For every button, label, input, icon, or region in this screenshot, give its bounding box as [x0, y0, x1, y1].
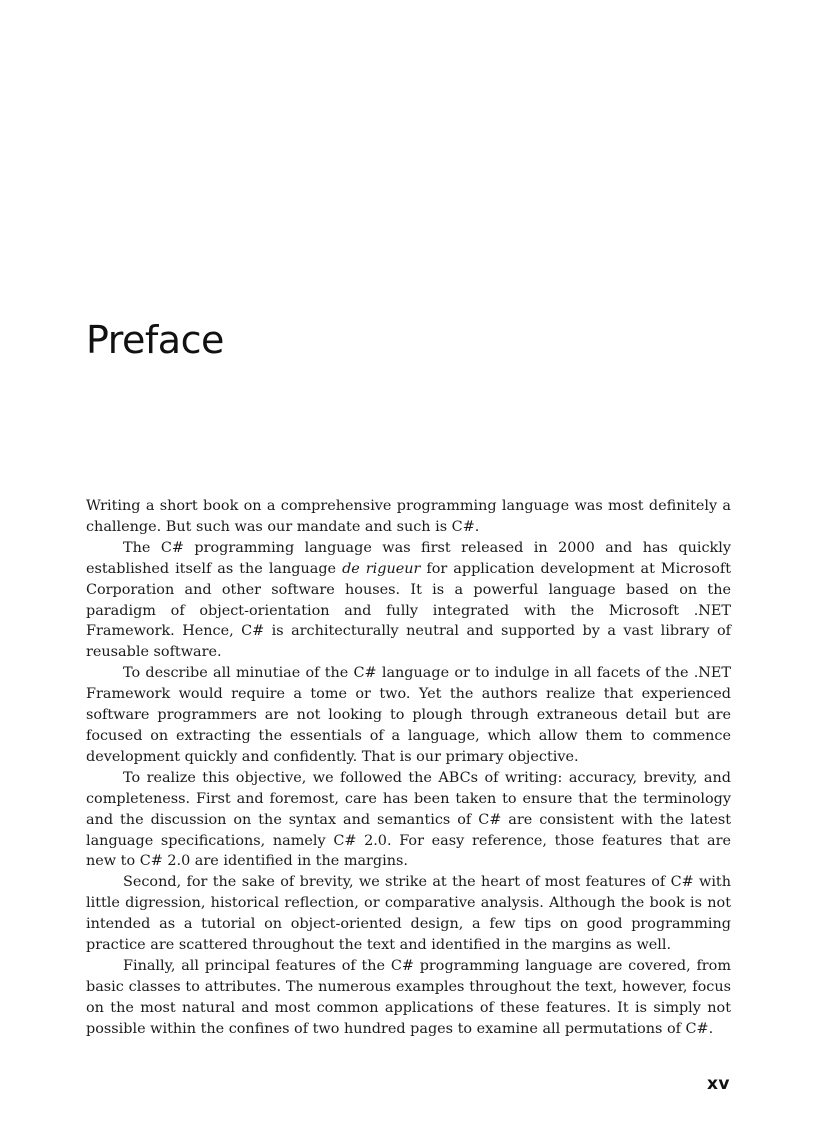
page-number: xv [706, 1074, 730, 1094]
preface-body [86, 496, 731, 1040]
paragraph-2-emphasis: de rigueur [342, 560, 421, 577]
paragraph-2-text-after: for application development at Microsoft Corporation and other software houses. It is a powerful language based on the paradigm of object-orientation and fully integrated with the Microsoft .NET Framework. Hence, C# is architecturally neutral and supported by a vast library of reusable software. [86, 560, 731, 661]
paragraph-5: Second, for the sake of brevity, we strike at the heart of most features of C# with little digression, historical reflection, or comparative analysis. Although the book is not intended as a tutorial on object-oriented design, a few tips on good programming practice are scattered throughout the text and identified in the margins as well. [86, 874, 731, 954]
paragraph-3: To describe all minutiae of the C# language or to indulge in all facets of the .NET Framework would require a tome or two. Yet the authors realize that experienced software programmers are not looking to plough through extraneous detail but are focused on extracting the essentials of a language, which allow them to commence development quickly and confidently. That is our primary objective. [86, 665, 731, 765]
paragraph-4: To realize this objective, we followed the ABCs of writing: accuracy, brevity, and completeness. First and foremost, care has been taken to ensure that the terminology and the discussion on the syntax and semantics of C# are consistent with the latest language specifications, namely C# 2.0. For easy reference, those features that are new to C# 2.0 are identified in the margins. [86, 769, 731, 870]
paragraph-6: Finally, all principal features of the C# programming language are covered, from basic classes to attributes. The numerous examples throughout the text, however, focus on the most natural and most common applications of these features. It is simply not possible within the confines of two hundred pages to examine all permutations of C#. [86, 957, 731, 1037]
paragraph-2-text-before: The C# programming language was first released in 2000 and has quickly established itself as the language [86, 539, 731, 577]
chapter-title: Preface [86, 318, 224, 362]
paragraph-2 [86, 538, 731, 663]
paragraph-1: Writing a short book on a comprehensive programming language was most definitely a challenge. But such was our mandate and such is C#. [86, 498, 731, 535]
